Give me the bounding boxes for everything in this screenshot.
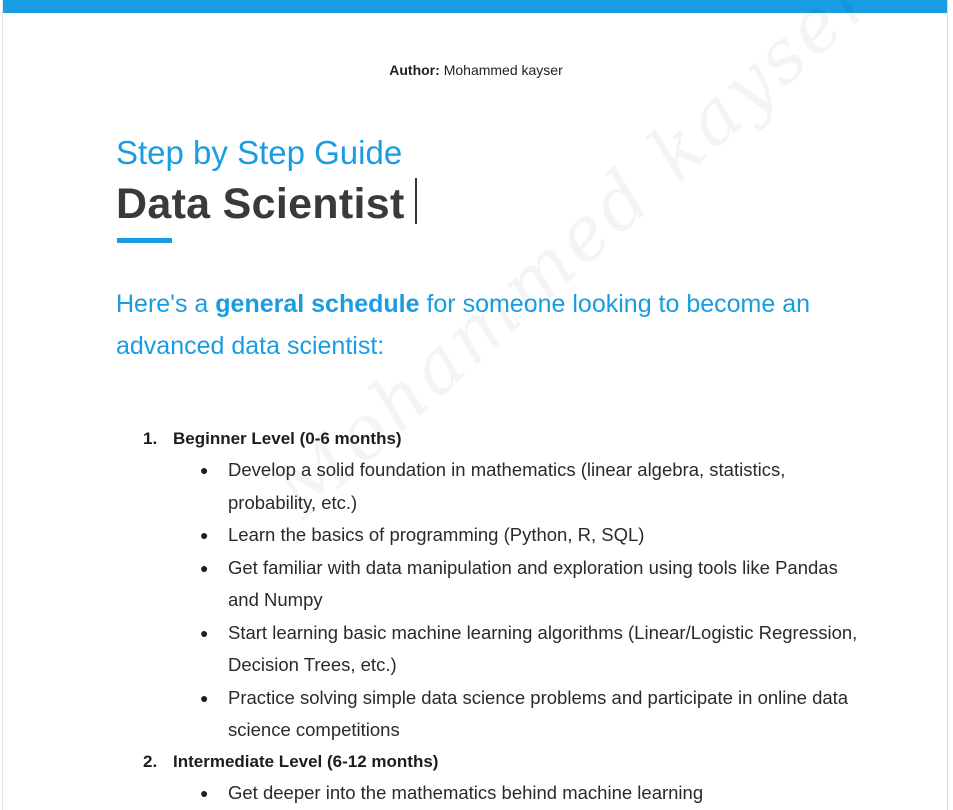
level-heading — [143, 747, 863, 777]
top-accent-bar — [3, 0, 947, 13]
levels-list — [143, 424, 863, 809]
intro-highlight: general schedule — [215, 290, 420, 318]
document-page — [2, 0, 948, 810]
list-item: ● Practice solving simple data science problems and participate in online data science competitions — [200, 682, 863, 747]
list-item: ● Learn the basics of programming (Python, R, SQL) — [200, 519, 863, 552]
level-heading — [143, 424, 863, 454]
list-item: ● Start learning basic machine learning algorithms (Linear/Logistic Regression, Decision Trees, etc.) — [200, 617, 863, 682]
level-item — [143, 747, 863, 810]
intro-paragraph — [116, 283, 856, 367]
level-number: 2. — [143, 751, 158, 771]
list-item: ● Get familiar with data manipulation and exploration using tools like Pandas and Numpy — [200, 552, 863, 617]
text-cursor — [415, 178, 417, 224]
page-title-text: Data Scientist — [116, 180, 405, 228]
bullet-list — [143, 777, 863, 810]
list-item: ● Get deeper into the mathematics behind machine learning — [200, 777, 863, 810]
level-title: Beginner Level (0-6 months) — [173, 429, 402, 448]
level-item — [143, 424, 863, 747]
list-item: ● Develop a solid foundation in mathematics (linear algebra, statistics, probability, etc.) — [200, 454, 863, 519]
intro-before: Here's a — [116, 290, 216, 318]
author-label-text: Author — [389, 62, 436, 78]
author-name: Mohammed kayser — [443, 62, 563, 78]
bullet-list — [143, 454, 863, 747]
level-number: 1. — [143, 429, 158, 448]
intro-after: for someone looking to become an advanced data scientist: — [116, 290, 811, 360]
author-line — [3, 62, 949, 78]
guide-kicker: Step by Step Guide — [116, 134, 403, 171]
title-underline — [117, 238, 172, 243]
author-label: Author: — [389, 62, 440, 78]
level-title: Intermediate Level (6-12 months) — [173, 751, 439, 771]
page-title — [116, 178, 417, 230]
